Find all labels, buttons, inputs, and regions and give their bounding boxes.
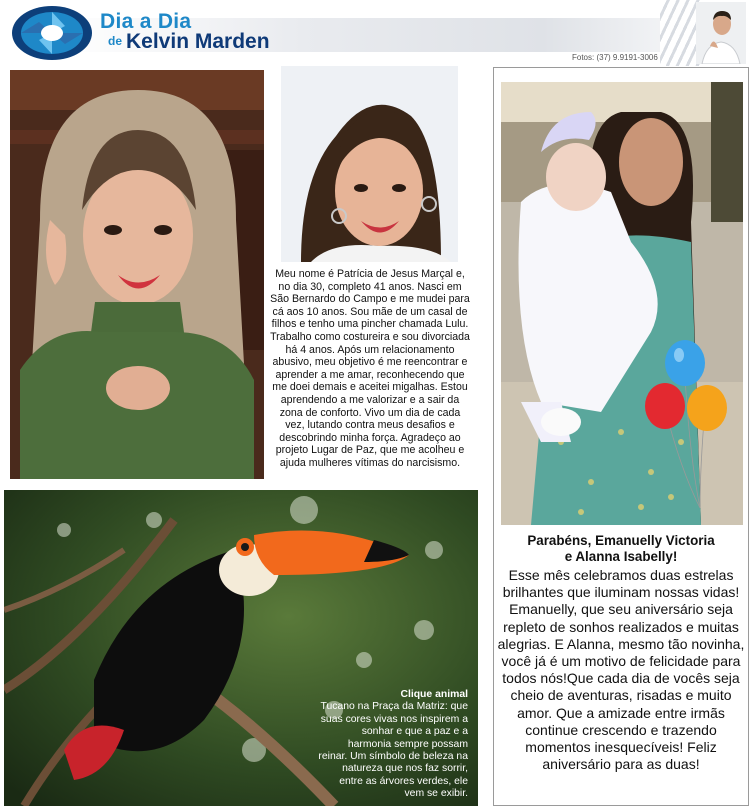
patricia-bio: Meu nome é Patrícia de Jesus Marçal e, no dia 30, completo 41 anos. Nasci em São Bernardo do Campo e me mudei para cá aos 10 anos. Sou mãe de um casal de filhos e tenho uma pincher chamada Lulu. Trabalho como costureira e sou divorciada há 4 anos. Após um relacionamento abusivo, meu objetivo é me reencontrar e aprender a me amar, reconhecendo que me doei demais e aceitei migalhas. Estou aprendendo a me valorizar e a sair da zona de conforto. Vivo um dia de cada vez, lutando contra meus desafios e descobrindo minha força. Agradeço ao projeto Lugar de Paz, que me acolheu e ajuda mulheres vítimas do narcisismo. <box>270 268 470 469</box>
patricia-portrait <box>281 66 458 262</box>
birthday-title-line2: e Alanna Isabelly! <box>564 549 678 564</box>
toucan-caption-text: Tucano na Praça da Matriz: que suas cores vivas nos inspirem a sonhar e que a paz e a harmonia sempre possam reinar. Um símbolo de beleza na natureza que nos faz sorrir, entre as árvores verdes, ele vem se exibir. <box>318 701 468 800</box>
page-header <box>0 0 750 66</box>
birthday-message: Esse mês celebramos duas estrelas brilhantes que iluminam nossas vidas! Emanuelly, que seu aniversário seja repleto de sonhos realizados e muitas alegrias. E Alanna, mesmo tão novinha, você já é um motivo de felicidade para todos nós!Que cada dia de vocês seja cheio de aventuras, risadas e muito amor. Que a amizade entre irmãs continue crescendo e trazendo momentos inesquecíveis! Feliz aniversário para as duas! <box>497 567 745 773</box>
photo-credit-phone: Fotos: (37) 9.9191-3006 <box>572 53 658 62</box>
balloons-icon <box>640 338 750 518</box>
header-stripes <box>660 0 700 66</box>
brand-title: Dia a Dia <box>100 10 192 33</box>
birthday-title-line1: Parabéns, Emanuelly Victoria <box>527 533 715 548</box>
toucan-caption-title: Clique animal <box>400 689 468 700</box>
brand-name: Kelvin Marden <box>126 30 270 53</box>
camera-lens-logo-icon <box>10 4 94 62</box>
birthday-title <box>497 533 745 565</box>
toucan-caption <box>318 689 468 801</box>
patricia-photo-green <box>10 70 264 479</box>
author-portrait <box>696 2 746 64</box>
brand-de: de <box>108 34 123 48</box>
